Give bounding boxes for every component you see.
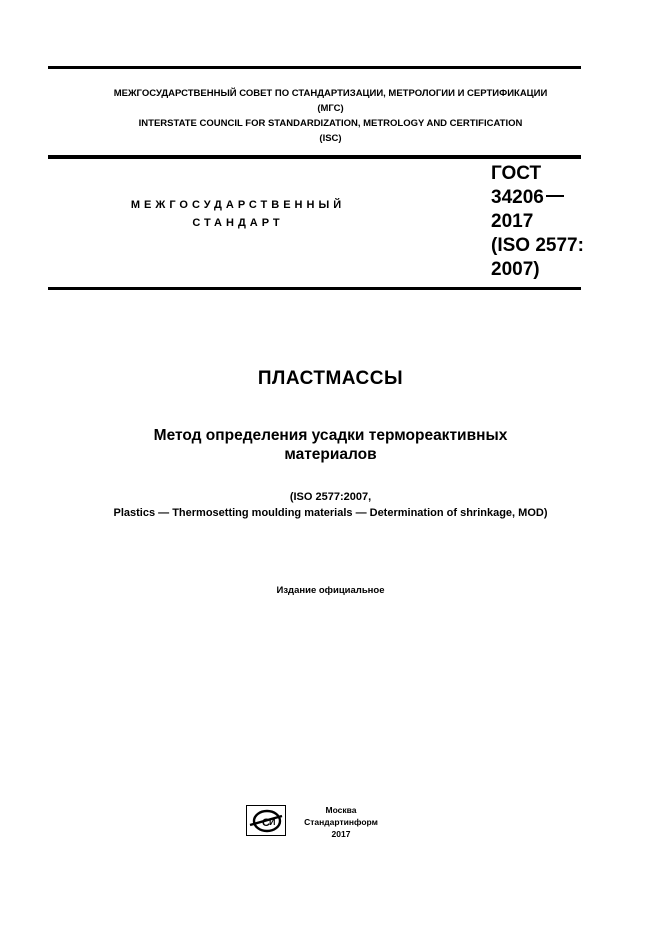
standard-label-line2: СТАНДАРТ [192,217,284,229]
upper-divider [48,155,581,159]
gost-designation [491,162,584,282]
edition-label: Издание официальное [276,585,385,596]
standard-label-line1: МЕЖГОСУДАРСТВЕННЫЙ [130,199,346,211]
publisher-block [297,804,385,840]
gost-dash [546,195,564,197]
document-title: ПЛАСТМАССЫ [257,368,404,389]
gost-year: 2017 [491,211,534,232]
council-en: INTERSTATE COUNCIL FOR STANDARDIZATION, METROLOGY AND CERTIFICATION [138,118,523,129]
council-header [0,86,661,146]
gost-number: 34206 [491,187,544,208]
gost-iso-year: 2007) [491,259,540,280]
gost-iso-ref: (ISO 2577: [491,235,584,256]
council-en-abbr: (ISC) [319,133,342,144]
iso-reference-line2: Plastics — Thermosetting moulding materials — Determination of shrinkage, MOD) [113,507,548,519]
gost-prefix: ГОСТ [491,163,542,184]
top-rule [48,66,581,69]
svg-text:С: С [262,817,270,829]
gost-number-line [491,186,584,210]
iso-reference [0,489,661,521]
council-ru-abbr: (МГС) [317,103,344,114]
document-subtitle [0,426,661,464]
subtitle-line1: Метод определения усадки термореактивных [153,427,508,444]
subtitle-line2: материалов [284,446,377,463]
publisher-year: 2017 [331,829,351,839]
svg-text:И: И [269,817,276,827]
standartinform-logo-icon [246,805,286,836]
council-ru: МЕЖГОСУДАРСТВЕННЫЙ СОВЕТ ПО СТАНДАРТИЗАЦИИ, МЕТРОЛОГИИ И СЕРТИФИКАЦИИ [113,88,548,99]
publisher-city: Москва [325,805,357,815]
iso-reference-line1: (ISO 2577:2007, [289,491,372,503]
lower-divider [48,287,581,290]
publisher-name: Стандартинформ [304,817,378,827]
standard-label [48,196,428,232]
